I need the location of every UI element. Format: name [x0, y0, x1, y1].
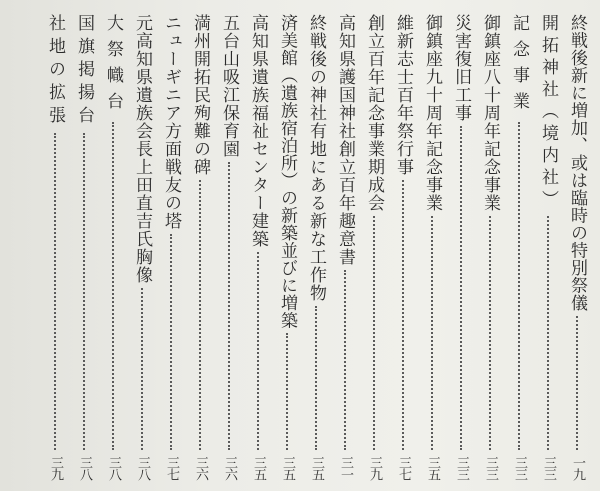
- leader-dots: [286, 333, 288, 450]
- leader-dots: [257, 252, 259, 450]
- leader-dots: [547, 216, 549, 450]
- toc-entry[interactable]: [535, 14, 561, 484]
- toc-entry-page: 三八: [135, 456, 150, 480]
- toc-entry[interactable]: [390, 14, 416, 484]
- toc-entry-page: 三三: [512, 456, 527, 480]
- toc-entry[interactable]: [332, 14, 358, 484]
- toc-entry-title: 国旗掲揚台: [74, 14, 94, 129]
- toc-entry[interactable]: [448, 14, 474, 484]
- leader-dots: [141, 288, 143, 450]
- toc-entry-page: 三七: [164, 456, 179, 480]
- toc-entry-page: 三六: [222, 456, 237, 480]
- toc-entry-page: 三九: [367, 456, 382, 480]
- toc-entry[interactable]: [419, 14, 445, 484]
- toc-entry[interactable]: [245, 14, 271, 484]
- toc-entry-page: 三五: [280, 456, 295, 480]
- toc-entry-page: 三八: [106, 456, 121, 480]
- toc-entry-page: 三五: [309, 456, 324, 480]
- toc-entry-page: 三一: [338, 456, 353, 480]
- toc-entry[interactable]: [129, 14, 155, 484]
- toc-entry-title: ニューギニア方面戦友の塔: [161, 14, 181, 230]
- toc-entry-title: 満州開拓民殉難の碑: [190, 14, 210, 176]
- toc-entry-title: 済美館（遺族宿泊所）の新築並びに増築: [277, 14, 297, 329]
- leader-dots: [460, 126, 462, 450]
- toc-entry-page: 三三: [541, 456, 556, 480]
- toc-entry-page: 三九: [48, 456, 63, 480]
- table-of-contents: [42, 14, 590, 484]
- toc-entry[interactable]: [274, 14, 300, 484]
- toc-entry[interactable]: [100, 14, 126, 484]
- toc-entry[interactable]: [216, 14, 242, 484]
- leader-dots: [228, 162, 230, 450]
- toc-entry-page: 一九: [570, 456, 585, 480]
- leader-dots: [315, 306, 317, 450]
- leader-dots: [373, 216, 375, 450]
- toc-entry[interactable]: [187, 14, 213, 484]
- toc-entry-page: 三三: [483, 456, 498, 480]
- toc-entry-title: 災害復旧工事: [451, 14, 471, 122]
- toc-entry[interactable]: [158, 14, 184, 484]
- toc-entry-title: 御鎮座八十周年記念事業: [480, 14, 500, 212]
- leader-dots: [112, 122, 114, 450]
- toc-entry-page: 三八: [77, 456, 92, 480]
- leader-dots: [402, 180, 404, 450]
- toc-entry[interactable]: [564, 14, 590, 484]
- toc-entry-title: 五台山吸江保育園: [219, 14, 239, 158]
- toc-entry-title: 大祭幟台: [103, 14, 123, 118]
- leader-dots: [576, 316, 578, 451]
- toc-entry[interactable]: [361, 14, 387, 484]
- leader-dots: [431, 216, 433, 450]
- toc-entry-title: 終戦後新に増加、或は臨時の特別祭儀: [567, 14, 587, 312]
- leader-dots: [518, 122, 520, 450]
- toc-entry-title: 御鎮座九十周年記念事業: [422, 14, 442, 212]
- toc-entry-page: 三五: [425, 456, 440, 480]
- toc-entry-title: 創立百年記念事業期成会: [364, 14, 384, 212]
- toc-entry-title: 維新志士百年祭行事: [393, 14, 413, 176]
- toc-entry-page: 三五: [251, 456, 266, 480]
- leader-dots: [199, 180, 201, 450]
- toc-entry[interactable]: [71, 14, 97, 484]
- toc-entry-page: 三七: [396, 456, 411, 480]
- leader-dots: [489, 216, 491, 450]
- toc-entry[interactable]: [42, 14, 68, 484]
- toc-entry-title: 社地の拡張: [45, 14, 65, 129]
- toc-entry-title: 記念事業: [509, 14, 529, 118]
- toc-entry-page: 三六: [193, 456, 208, 480]
- leader-dots: [54, 133, 56, 450]
- leader-dots: [170, 234, 172, 450]
- toc-entry-title: 高知県護国神社創立百年趣意書: [335, 14, 355, 266]
- toc-entry-page: 三三: [454, 456, 469, 480]
- toc-entry-title: 元高知県遺族会長上田直吉氏胸像: [132, 14, 152, 284]
- toc-entry-title: 高知県遺族福祉センター建築: [248, 14, 268, 248]
- toc-entry[interactable]: [477, 14, 503, 484]
- toc-entry-title: 開拓神社（境内社）: [538, 14, 558, 212]
- toc-entry[interactable]: [303, 14, 329, 484]
- toc-entry[interactable]: [506, 14, 532, 484]
- toc-entry-title: 終戦後の神社有地にある新な工作物: [306, 14, 326, 302]
- leader-dots: [83, 133, 85, 450]
- leader-dots: [344, 270, 346, 450]
